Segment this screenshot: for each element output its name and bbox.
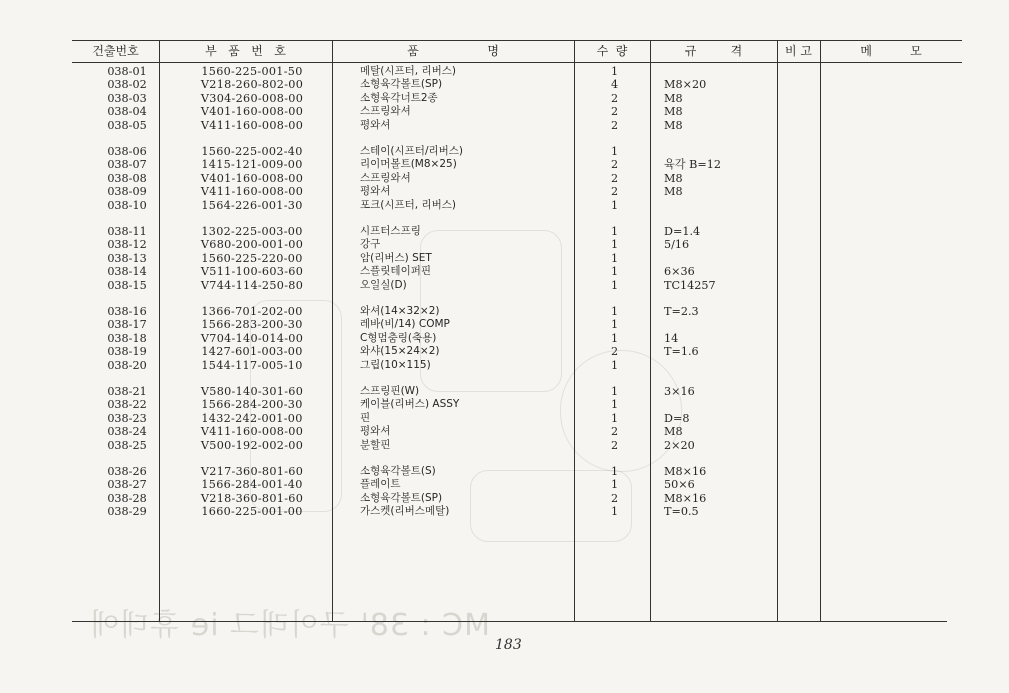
row-spec: M8 [664,105,683,119]
row-code: 038-20 [107,358,147,372]
row-part-name: 스프링와셔 [360,171,411,184]
row-quantity: 1 [610,331,619,345]
row-code: 038-19 [107,345,147,359]
col-divider [650,40,651,622]
row-part-name: 케이블(리버스) ASSY [360,398,460,411]
row-code: 038-18 [107,331,147,345]
row-spec: 2×20 [664,438,695,452]
row-quantity: 2 [610,105,619,119]
row-part-number: V580-140-301-60 [200,385,304,398]
row-part-number: V401-160-008-00 [200,105,304,119]
row-part-name: 평와셔 [360,425,391,438]
row-code: 038-09 [107,185,147,199]
row-quantity: 1 [610,465,619,478]
row-code: 038-26 [107,465,147,478]
row-part-name: 소형육각볼트(S) [360,465,436,477]
row-part-name: 스플릿테이퍼핀 [360,265,432,278]
row-spec: M8 [664,118,683,132]
row-spec: 육각 B=12 [664,158,722,172]
row-code: 038-05 [107,118,147,132]
row-code: 038-29 [107,505,147,519]
row-quantity: 4 [610,78,619,92]
row-part-name: 가스켓(리버스메탈) [360,505,450,518]
row-quantity: 1 [610,65,619,78]
row-code: 038-13 [107,251,147,265]
row-quantity: 1 [610,318,619,332]
row-part-name: 분할핀 [360,438,391,451]
row-part-name: 소형육각너트2종 [360,91,438,104]
row-part-number: 1560-225-002-40 [201,145,303,158]
row-code: 038-03 [107,91,147,105]
row-part-number: V411-160-008-00 [200,425,304,439]
row-part-name: 소형육각볼트(SP) [360,78,443,91]
row-part-number: 1432-242-001-00 [201,411,303,425]
table-bottom-rule [72,621,947,622]
row-spec: TC14257 [664,278,716,292]
row-spec: M8 [664,185,683,199]
row-part-number: 1302-225-003-00 [201,225,303,238]
row-quantity: 2 [610,345,619,359]
row-part-name: 스프링와셔 [360,105,411,118]
row-quantity: 1 [610,385,619,398]
col-divider [574,40,575,622]
row-part-number: 1560-225-220-00 [201,251,303,265]
row-quantity: 2 [610,91,619,105]
row-quantity: 1 [610,358,619,372]
row-part-number: 1564-226-001-30 [201,198,303,212]
row-code: 038-14 [107,265,147,279]
row-part-number: V411-160-008-00 [200,118,304,132]
row-part-name: 그립(10×115) [360,358,431,371]
row-part-number: 1660-225-001-00 [201,505,303,519]
row-part-name: 메탈(시프터, 리버스) [360,65,457,77]
row-part-name: 스프링핀(W) [360,385,420,397]
row-part-number: V411-160-008-00 [200,185,304,199]
row-code: 038-21 [107,385,147,398]
row-part-number: 1415-121-009-00 [201,158,303,172]
row-spec: 6×36 [664,265,695,279]
col-divider [332,40,333,622]
row-quantity: 2 [610,491,619,505]
row-spec: 14 [664,331,679,345]
row-part-number: V218-260-802-00 [200,78,304,92]
row-spec: T=2.3 [664,305,699,318]
row-part-name: 레바(비/14) COMP [360,318,450,331]
row-part-number: 1566-284-001-40 [201,478,303,492]
header-qty: 수 량 [596,44,628,58]
parts-table [72,40,962,622]
row-code: 038-08 [107,171,147,185]
row-code: 038-06 [107,145,147,158]
row-quantity: 1 [610,238,619,252]
row-spec: 5/16 [664,238,690,252]
header-part-no: 부 품 번 호 [205,44,286,58]
row-spec: D=8 [664,411,690,425]
row-code: 038-10 [107,198,147,212]
bleed-through-text: MC : 38' 구이래그 ie 휴데애 [89,608,490,643]
row-part-number: V680-200-001-00 [200,238,304,252]
row-spec: M8×20 [664,78,707,92]
row-part-number: V218-360-801-60 [200,491,304,505]
row-spec: T=0.5 [664,505,699,519]
row-quantity: 1 [610,225,619,238]
row-quantity: 2 [610,118,619,132]
header-spec: 규 격 [684,44,743,58]
row-part-name: 소형육각볼트(SP) [360,491,443,504]
row-part-number: 1566-283-200-30 [201,318,303,332]
row-code: 038-22 [107,398,147,412]
row-part-name: 오일실(D) [360,278,407,291]
row-quantity: 1 [610,251,619,265]
row-part-name: 암(리버스) SET [360,251,432,264]
row-part-number: V304-260-008-00 [200,91,304,105]
row-part-number: 1544-117-005-10 [201,358,303,372]
row-part-name: 리이머볼트(M8×25) [360,158,457,171]
row-quantity: 2 [610,171,619,185]
row-quantity: 2 [610,425,619,439]
header-memo: 메 모 [860,44,922,58]
row-quantity: 2 [610,438,619,452]
row-spec: M8×16 [664,491,707,505]
row-quantity: 1 [610,478,619,492]
row-part-number: 1560-225-001-50 [201,65,303,78]
row-code: 038-15 [107,278,147,292]
row-part-name: 플레이트 [360,478,401,491]
row-spec: 3×16 [664,385,695,398]
row-spec: M8 [664,425,683,439]
row-part-name: 평와셔 [360,185,391,198]
row-part-name: 포크(시프터, 리버스) [360,198,457,211]
row-code: 038-12 [107,238,147,252]
row-code: 038-02 [107,78,147,92]
row-quantity: 1 [610,411,619,425]
row-code: 038-17 [107,318,147,332]
row-spec: D=1.4 [664,225,701,238]
row-part-number: V744-114-250-80 [200,278,304,292]
row-part-number: V500-192-002-00 [200,438,304,452]
row-quantity: 2 [610,158,619,172]
row-part-number: 1427-601-003-00 [201,345,303,359]
col-divider [777,40,778,622]
row-code: 038-07 [107,158,147,172]
row-spec: 50×6 [664,478,695,492]
row-code: 038-11 [107,225,147,238]
row-part-number: V511-100-603-60 [200,265,304,279]
row-part-name: 와샤(15×24×2) [360,345,440,358]
row-part-number: V704-140-014-00 [200,331,304,345]
row-part-number: V217-360-801-60 [200,465,304,478]
header-code: 건출번호 [92,44,139,58]
row-code: 038-04 [107,105,147,119]
row-quantity: 1 [610,398,619,412]
row-code: 038-01 [107,65,147,78]
row-part-name: 평와셔 [360,118,391,131]
row-part-name: 강구 [360,238,381,251]
row-part-name: 핀 [360,411,371,424]
row-quantity: 1 [610,505,619,519]
row-code: 038-24 [107,425,147,439]
row-spec: M8 [664,91,683,105]
page-number: 183 [495,637,522,653]
row-spec: M8×16 [664,465,707,478]
row-part-name: C형멈춤링(축용) [360,331,437,344]
row-quantity: 1 [610,145,619,158]
row-quantity: 1 [610,265,619,279]
row-code: 038-28 [107,491,147,505]
row-part-name: 스테이(시프터/리버스) [360,145,464,157]
header-note: 비 고 [785,44,812,58]
header-name: 품 명 [407,44,499,58]
row-part-number: 1366-701-202-00 [201,305,303,318]
row-spec: M8 [664,171,683,185]
row-spec: T=1.6 [664,345,699,359]
row-part-number: 1566-284-200-30 [201,398,303,412]
row-part-number: V401-160-008-00 [200,171,304,185]
row-code: 038-23 [107,411,147,425]
col-divider [820,40,821,622]
header-rule [72,62,962,63]
row-quantity: 1 [610,278,619,292]
row-quantity: 1 [610,305,619,318]
row-part-name: 시프터스프링 [360,225,421,237]
row-quantity: 1 [610,198,619,212]
row-code: 038-25 [107,438,147,452]
row-code: 038-27 [107,478,147,492]
row-quantity: 2 [610,185,619,199]
row-part-name: 와셔(14×32×2) [360,305,440,317]
row-code: 038-16 [107,305,147,318]
